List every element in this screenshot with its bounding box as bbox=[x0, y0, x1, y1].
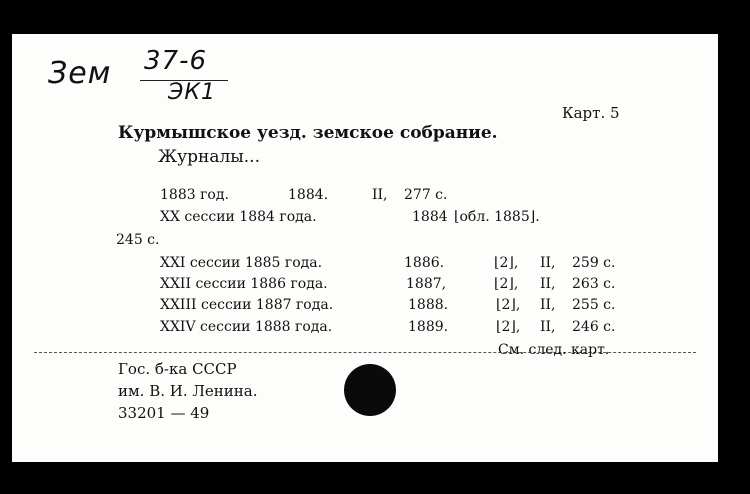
entry-year: 1889. bbox=[408, 319, 449, 335]
entry-volume: II, bbox=[540, 255, 556, 271]
entry-session: XXI сессии 1885 года. bbox=[160, 255, 323, 271]
entry-year: 1886. bbox=[404, 255, 445, 271]
entry-year: 1884. bbox=[288, 187, 329, 203]
entry-session: XX сессии 1884 года. bbox=[160, 209, 317, 225]
punch-hole bbox=[344, 364, 396, 416]
entry-volume: II, bbox=[540, 319, 556, 335]
entry-pages: 259 с. bbox=[572, 255, 616, 271]
entry-session: XXIV сессии 1888 года. bbox=[160, 319, 333, 335]
entry-part: ⌊2⌋, bbox=[494, 255, 519, 271]
entry-pages: 246 с. bbox=[572, 319, 616, 335]
entry-part: ⌊2⌋, bbox=[494, 276, 519, 292]
entry-pages: 255 с. bbox=[572, 297, 616, 313]
entry-part: ⌊обл. 1885⌋. bbox=[454, 209, 540, 225]
card-subtitle: Журналы... bbox=[158, 147, 260, 167]
entry-year: 1887, bbox=[406, 276, 447, 292]
entry-volume: II, bbox=[372, 187, 388, 203]
entry-session: XXII сессии 1886 года. bbox=[160, 276, 328, 292]
entry-pages: 277 с. bbox=[404, 187, 448, 203]
card-title: Курмышское уезд. земское собрание. bbox=[118, 123, 498, 143]
entry-volume: II, bbox=[540, 297, 556, 313]
entry-session: 1883 год. bbox=[160, 187, 229, 203]
handwritten-numerator: 37-6 bbox=[144, 46, 208, 76]
card-number: Карт. 5 bbox=[562, 104, 620, 122]
entry-pages: 263 с. bbox=[572, 276, 616, 292]
entry-part: ⌊2⌋, bbox=[496, 297, 521, 313]
entry-session: XXIII сессии 1887 года. bbox=[160, 297, 334, 313]
handwritten-denominator: ЭК1 bbox=[168, 80, 216, 105]
see-next-card: См. след. карт. bbox=[498, 342, 610, 358]
library-name: Гос. б-ка СССР bbox=[118, 360, 237, 378]
entry-continuation: 245 с. bbox=[116, 232, 160, 248]
entry-volume: II, bbox=[540, 276, 556, 292]
library-dedication: им. В. И. Ленина. bbox=[118, 382, 258, 400]
entry-part: ⌊2⌋, bbox=[496, 319, 521, 335]
library-code: 33201 — 49 bbox=[118, 404, 210, 422]
handwritten-code: Зем bbox=[48, 56, 112, 91]
catalog-card bbox=[12, 34, 718, 462]
entry-year: 1884 bbox=[412, 209, 448, 225]
entry-year: 1888. bbox=[408, 297, 449, 313]
